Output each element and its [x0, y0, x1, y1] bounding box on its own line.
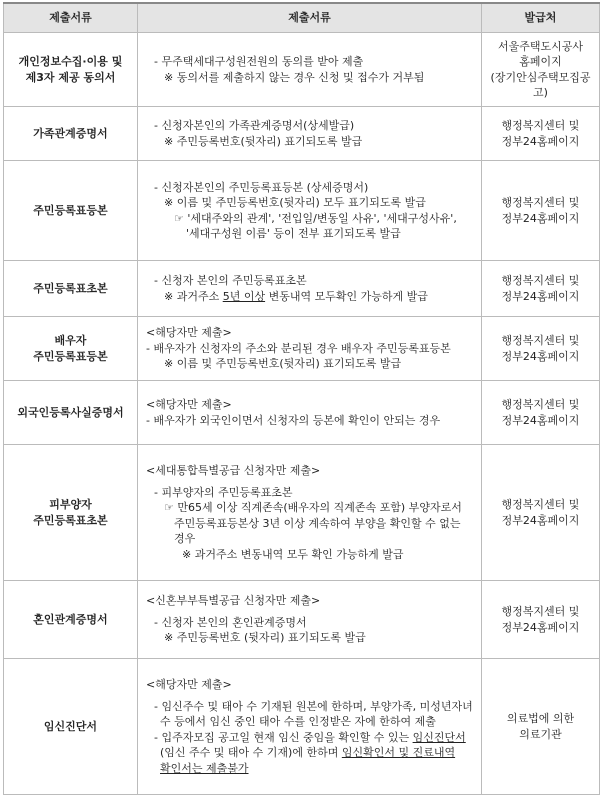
- document-name: 주민등록표등본: [4, 161, 138, 261]
- header-document-name: 제출서류: [4, 3, 138, 33]
- issuer: 행정복지센터 및 정부24홈페이지: [482, 317, 600, 381]
- table-row: [4, 581, 600, 659]
- issuer: 행정복지센터 및 정부24홈페이지: [482, 107, 600, 161]
- document-detail: - 신청자본인의 가족관계증명서(상세발급) ※ 주민등록번호(뒷자리) 표기되도록 발급: [138, 107, 482, 161]
- issuer: 행정복지센터 및 정부24홈페이지: [482, 161, 600, 261]
- document-name: 가족관계증명서: [4, 107, 138, 161]
- table-row: [4, 261, 600, 317]
- document-name: 주민등록표초본: [4, 261, 138, 317]
- document-detail: - 신청자 본인의 주민등록표초본 ※ 과거주소 5년 이상 변동내역 모두확인 가능하게 발급: [138, 261, 482, 317]
- document-detail: - 신청자본인의 주민등록표등본 (상세증명서) ※ 이름 및 주민등록번호(뒷자리) 모두 표기되도록 발급 ☞ '세대주와의 관계', '전입일/변동일 사유', '세대구성사유', '세대구성원 이름' 등이 전부 표기되도록 발급: [138, 161, 482, 261]
- document-name: 개인정보수집·이용 및 제3자 제공 동의서: [4, 33, 138, 107]
- document-name: 혼인관계증명서: [4, 581, 138, 659]
- document-detail: <해당자만 제출> - 배우자가 신청자의 주소와 분리된 경우 배우자 주민등록표등본 ※ 이름 및 주민등록번호(뒷자리) 표기되도록 발급: [138, 317, 482, 381]
- issuer: 행정복지센터 및 정부24홈페이지: [482, 261, 600, 317]
- issuer: 행정복지센터 및 정부24홈페이지: [482, 381, 600, 445]
- table-header-row: [4, 3, 600, 33]
- document-detail: <해당자만 제출> - 임신주수 및 태아 수 기재된 원본에 한하며, 부양가족, 미성년자녀 수 등에서 임신 중인 태아 수를 인정받은 자에 한하여 제출 - 입주자모집 공고일 현재 임신 중임을 확인할 수 있는 임신진단서 (임신 주수 및 태아 수 기재)에 한하며 임신확인서 및 진료내역 확인서는 제출불가: [138, 659, 482, 795]
- table-row: [4, 317, 600, 381]
- issuer: 의료법에 의한 의료기관: [482, 659, 600, 795]
- issuer: 서울주택도시공사 홈페이지 (장기안심주택모집공고): [482, 33, 600, 107]
- table-row: [4, 381, 600, 445]
- table-row: [4, 161, 600, 261]
- document-detail: <해당자만 제출> - 배우자가 외국인이면서 신청자의 등본에 확인이 안되는 경우: [138, 381, 482, 445]
- header-document-detail: 제출서류: [138, 3, 482, 33]
- document-name: 배우자 주민등록표등본: [4, 317, 138, 381]
- table-row: [4, 445, 600, 581]
- issuer: 행정복지센터 및 정부24홈페이지: [482, 445, 600, 581]
- document-name: 외국인등록사실증명서: [4, 381, 138, 445]
- document-detail: <신혼부부특별공급 신청자만 제출> - 신청자 본인의 혼인관계증명서 ※ 주민등록번호 (뒷자리) 표기되도록 발급: [138, 581, 482, 659]
- documents-table: [3, 2, 600, 795]
- header-issuer: 발급처: [482, 3, 600, 33]
- document-name: 피부양자 주민등록표초본: [4, 445, 138, 581]
- table-row: [4, 33, 600, 107]
- table-row: [4, 659, 600, 795]
- table-row: [4, 107, 600, 161]
- issuer: 행정복지센터 및 정부24홈페이지: [482, 581, 600, 659]
- document-detail: <세대통합특별공급 신청자만 제출> - 피부양자의 주민등록표초본 ☞ 만65세 이상 직계존속(배우자의 직계존속 포함) 부양자로서 주민등록표등본상 3년 이상 계속하여 부양을 확인할 수 없는 경우 ※ 과거주소 변동내역 모두 확인 가능하게 발급: [138, 445, 482, 581]
- document-name: 임신진단서: [4, 659, 138, 795]
- document-detail: - 무주택세대구성원전원의 동의를 받아 제출 ※ 동의서를 제출하지 않는 경우 신청 및 접수가 거부됨: [138, 33, 482, 107]
